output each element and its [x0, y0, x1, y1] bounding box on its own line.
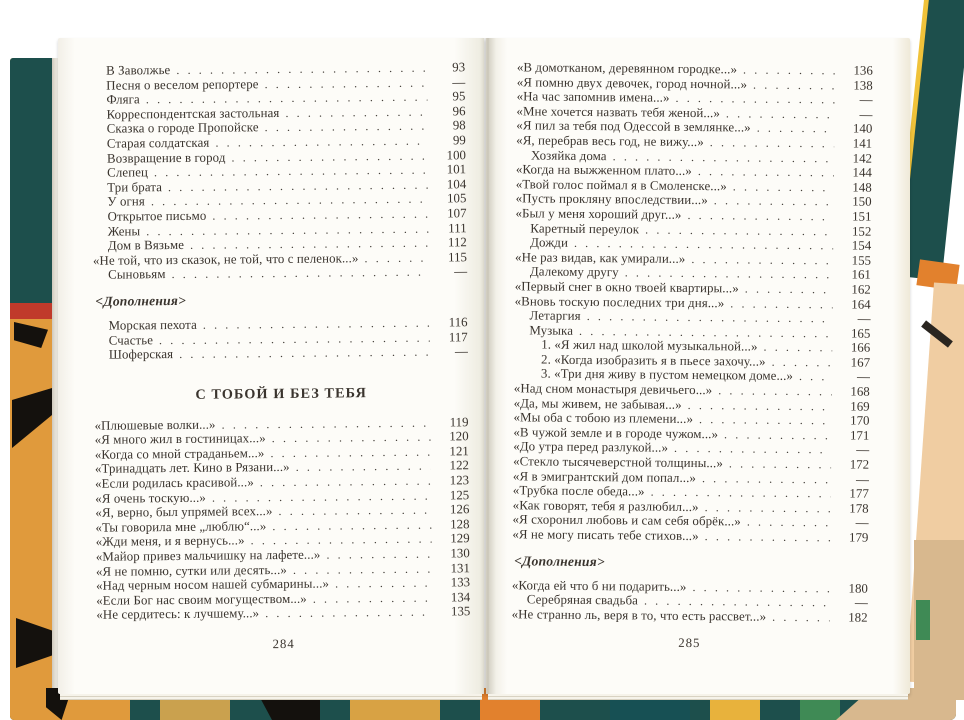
- toc-entry-title: «Мы оба с тобою из племени...»: [513, 410, 694, 427]
- page-ref: 129: [450, 531, 470, 546]
- page-ref: 126: [449, 502, 470, 517]
- additions-header: <Дополнения>: [95, 292, 187, 309]
- toc-entry: [512, 607, 868, 625]
- toc-entry-title: Сыновьям: [108, 267, 166, 282]
- toc-entry-title: «Когда на выжженном плато...»: [515, 162, 692, 179]
- dot-leader: [705, 500, 831, 516]
- toc-entry-title: «Ты говорила мне „люблю“...»: [95, 518, 267, 535]
- cover-pattern-shape: [16, 618, 52, 668]
- toc-entry-title: Дожди: [530, 235, 569, 250]
- page-ref: 170: [850, 413, 870, 428]
- dot-leader: [698, 164, 834, 180]
- page-ref: 148: [852, 180, 872, 195]
- toc-list-section: [94, 415, 470, 623]
- page-ref: 112: [447, 235, 467, 250]
- dot-leader: [757, 121, 835, 136]
- book-cover-right-edge: [904, 0, 964, 700]
- toc-entry-title: «Вновь тоскую последних три дня...»: [514, 293, 725, 310]
- toc-entry-title: «Когда ей что б ни подарить...»: [511, 577, 687, 594]
- page-ref: 165: [850, 326, 871, 341]
- dot-leader: [714, 194, 834, 210]
- toc-entry-title: Песня о веселом репортере: [106, 76, 259, 93]
- toc-entry-title: «Жди меня, и я вернусь...»: [95, 533, 245, 550]
- page-ref: 100: [446, 147, 467, 162]
- page-ref: —: [859, 107, 873, 122]
- dot-leader: [743, 62, 835, 77]
- page-ref: 179: [848, 530, 869, 545]
- page-ref: —: [856, 370, 870, 385]
- toc-entry-title: «Я, перебрав весь год, не вижу...»: [516, 133, 704, 150]
- toc-entry-title: «Майор привез мальчишку на лафете...»: [95, 547, 321, 564]
- toc-entry-title: «Я много жил в гостиницах...»: [94, 431, 266, 448]
- page-ref: 172: [849, 457, 870, 472]
- dot-leader: [260, 474, 431, 490]
- toc-entry-title: Жены: [107, 223, 141, 239]
- toc-entry-title: «Я не могу писать тебе стихов...»: [512, 527, 699, 544]
- dot-leader: [772, 355, 833, 370]
- page-ref: 164: [851, 297, 871, 312]
- toc-entry-title: «Если родилась красивой...»: [95, 475, 254, 491]
- page-ref: 138: [853, 78, 873, 93]
- page-ref: 93: [452, 60, 466, 75]
- toc-entry-title: «Не раз видав, как умирали...»: [514, 250, 686, 266]
- dot-leader: [799, 369, 832, 384]
- toc-entry: [94, 344, 468, 362]
- dot-leader: [753, 77, 835, 92]
- page-ref: 142: [852, 151, 873, 166]
- toc-entry-title: Три брата: [107, 179, 163, 195]
- dot-leader: [272, 430, 431, 446]
- dot-leader: [285, 104, 427, 120]
- dot-leader: [171, 265, 429, 282]
- toc-entry-title: «Если Бог нас своим могуществом...»: [96, 591, 307, 608]
- dot-leader: [278, 503, 431, 519]
- page-ref: 155: [851, 253, 872, 268]
- dot-leader: [364, 250, 429, 265]
- toc-entry-title: «Я, верно, был упрямей всех...»: [95, 504, 273, 521]
- page-ref: 180: [848, 581, 868, 596]
- page-left: [58, 38, 484, 694]
- dot-leader: [675, 91, 834, 107]
- page-ref: 167: [850, 355, 871, 370]
- page-stack-edge: [60, 694, 482, 700]
- dot-leader: [326, 547, 432, 563]
- page-ref: 177: [849, 486, 869, 501]
- dot-leader: [265, 605, 432, 621]
- page-ref: 123: [449, 473, 470, 488]
- page-ref: 171: [849, 428, 870, 443]
- toc-list-additions: [512, 578, 868, 625]
- page-ref: 120: [449, 429, 469, 444]
- dot-leader: [625, 266, 833, 283]
- dot-leader: [692, 580, 830, 596]
- toc-entry-title: Возвращение в город: [106, 150, 226, 166]
- page-ref: 96: [452, 103, 466, 119]
- section-title: С ТОБОЙ И БЕЗ ТЕБЯ: [195, 384, 368, 403]
- page-number-right: 285: [678, 636, 701, 651]
- toc-entry-title: Летаргия: [529, 308, 581, 324]
- page-ref: 117: [448, 329, 468, 344]
- page-ref: 133: [450, 575, 471, 590]
- cover-teal-band: [904, 0, 964, 281]
- toc-entry-title: Слепец: [107, 165, 149, 180]
- toc-entry: [93, 265, 467, 283]
- toc-entry-title: «Не странно ль, веря в то, что есть рассвет...»: [511, 607, 767, 624]
- dot-leader: [702, 471, 831, 487]
- page-number-left: 284: [272, 636, 295, 652]
- open-pages: [58, 38, 910, 694]
- toc-entry-title: «Не сердитесь: к лучшему...»: [96, 606, 260, 623]
- toc-entry-title: «Тринадцать лет. Кино в Рязани...»: [94, 460, 290, 477]
- page-ref: 122: [449, 458, 470, 473]
- toc-entry-title: Корреспондентская застольная: [106, 105, 280, 122]
- page-ref: 128: [450, 517, 470, 532]
- dot-leader: [726, 106, 835, 122]
- toc-list-additions: [94, 315, 468, 362]
- page-ref: 152: [851, 224, 872, 239]
- page-ref: 98: [452, 118, 466, 133]
- page-ref: 140: [852, 121, 873, 137]
- toc-entry-title: «На час запомнив имена...»: [516, 89, 670, 105]
- dot-leader: [613, 149, 835, 166]
- toc-entry-title: 3. «Три дня живу в пустом немецком доме...»: [540, 367, 794, 384]
- page-right: [486, 38, 910, 694]
- dot-leader: [710, 135, 834, 151]
- toc-entry-title: «Твой голос поймал я в Смоленске...»: [515, 177, 727, 194]
- page-ref: 161: [851, 267, 871, 283]
- page-ref: —: [452, 74, 466, 89]
- toc-entry-title: «До утра перед разлукой...»: [513, 439, 669, 456]
- dot-leader: [699, 412, 832, 428]
- page-ref: 125: [449, 487, 470, 503]
- toc-entry-title: «Мне хочется назвать тебя женой...»: [516, 104, 721, 121]
- toc-entry-title: «Я пил за тебя под Одессой в землянке...»: [516, 118, 751, 135]
- dot-leader: [651, 485, 831, 501]
- page-ref: 104: [446, 176, 467, 192]
- dot-leader: [687, 208, 833, 224]
- page-ref: 111: [448, 220, 467, 235]
- dot-leader: [293, 561, 432, 577]
- toc-entry-title: «Первый снег в окно твоей квартиры...»: [514, 279, 739, 296]
- toc-entry-title: «Трубка после обеда...»: [512, 483, 645, 499]
- toc-entry-title: Счастье: [108, 332, 154, 348]
- toc-entry-title: «Да, мы живем, не забывая...»: [513, 395, 682, 412]
- book-cover-left-edge: [10, 58, 60, 698]
- dot-leader: [705, 529, 831, 545]
- toc-entry-title: Музыка: [529, 323, 574, 338]
- page-ref: 141: [852, 136, 873, 151]
- dot-leader: [729, 456, 831, 472]
- toc-entry-title: Серебряная свадьба: [526, 592, 639, 608]
- dot-leader: [574, 236, 833, 253]
- page-ref: 182: [848, 610, 868, 625]
- page-ref: —: [454, 344, 468, 359]
- toc-entry-title: В Заволжье: [106, 63, 171, 78]
- page-ref: 135: [450, 604, 471, 619]
- page-ref: 119: [449, 414, 469, 430]
- page-ref: 99: [452, 133, 466, 148]
- dot-leader: [579, 324, 832, 341]
- page-ref: —: [855, 472, 870, 487]
- toc-entry: [96, 605, 470, 623]
- cover-pattern-shape: [12, 388, 52, 448]
- dot-leader: [688, 398, 832, 414]
- toc-entry-title: «Стекло тысячеверстной толщины...»: [513, 454, 723, 471]
- page-ref: 162: [851, 282, 871, 297]
- toc-entry-title: «Как говорят, тебя я разлюбил...»: [512, 498, 699, 514]
- toc-entry-title: «Я схоронил любовь и сам себя обрёк...»: [512, 512, 741, 529]
- page-ref: 136: [853, 63, 873, 78]
- page-ref: 151: [852, 209, 872, 224]
- page-ref: 178: [849, 501, 869, 516]
- toc-entry-title: Шоферская: [108, 347, 174, 362]
- page-ref: 144: [852, 165, 872, 180]
- page-ref: 115: [448, 249, 467, 265]
- toc-entry-title: «Плюшевые волки...»: [94, 417, 216, 433]
- toc-list-main: [512, 60, 873, 545]
- page-ref: —: [856, 443, 870, 458]
- dot-leader: [764, 340, 833, 355]
- toc-entry-title: «Когда со мной страданьем...»: [94, 446, 265, 462]
- toc-entry-title: «В чужой земле и в городе чужом...»: [513, 425, 719, 442]
- dot-leader: [730, 296, 832, 312]
- page-ref: 116: [448, 315, 468, 330]
- toc-entry-title: «Я помню двух девочек, город ночной...»: [516, 74, 748, 92]
- page-ref: 107: [447, 206, 467, 221]
- toc-entry-title: 1. «Я жил над школой музыкальной...»: [541, 337, 758, 354]
- toc-entry-title: Старая солдатская: [106, 135, 210, 151]
- page-stack-edge: [488, 694, 908, 700]
- toc-entry-title: Сказка о городе Пропойске: [106, 120, 259, 137]
- page-ref: 168: [850, 384, 870, 399]
- page-ref: 166: [850, 340, 871, 355]
- page-ref: 154: [851, 238, 872, 253]
- dot-leader: [644, 594, 830, 610]
- dot-leader: [747, 515, 831, 530]
- toc-entry-title: «Не той, что из сказок, не той, что с пеленок...»: [92, 250, 359, 268]
- toc-entry-title: Каретный переулок: [530, 220, 640, 237]
- cover-green-patch: [916, 600, 930, 640]
- dot-leader: [718, 383, 832, 399]
- toc-entry-title: «Был у меня хороший друг...»: [515, 206, 682, 222]
- page-ref: —: [454, 264, 468, 279]
- page-ref: —: [855, 515, 869, 531]
- dot-leader: [272, 517, 431, 533]
- toc-entry-title: «Пусть прокляну впоследствии...»: [515, 191, 708, 208]
- page-ref: 131: [450, 560, 470, 576]
- toc-entry-title: Открытое письмо: [107, 208, 207, 224]
- dot-leader: [264, 75, 427, 91]
- toc-entry-title: 2. «Когда изобразить я в пьесе захочу...»: [541, 352, 766, 369]
- dot-leader: [691, 252, 833, 268]
- toc-entry-title: Фляга: [106, 92, 140, 107]
- page-ref: 134: [450, 590, 471, 605]
- toc-entry-title: «Я очень тоскую...»: [95, 490, 206, 506]
- toc-entry-title: У огня: [107, 194, 145, 210]
- page-ref: —: [859, 92, 873, 107]
- page-ref: 121: [449, 444, 469, 459]
- toc-entry-title: «Над сном монастыря девичьего...»: [513, 381, 713, 398]
- toc-entry-title: Далекому другу: [529, 264, 619, 280]
- page-ref: 101: [446, 162, 467, 177]
- toc-entry-title: «В домотканом, деревянном городке...»: [516, 60, 738, 77]
- page-ref: —: [857, 311, 871, 326]
- dot-leader: [724, 427, 831, 443]
- toc-entry-title: «Я не помню, сутки или десять...»: [95, 562, 287, 579]
- dot-leader: [313, 590, 433, 606]
- page-ref: 169: [850, 399, 870, 414]
- toc-entry: [512, 527, 868, 545]
- dot-leader: [733, 179, 834, 195]
- dot-leader: [674, 441, 831, 457]
- page-ref: 150: [852, 194, 872, 210]
- toc-entry-title: Дом в Вязьме: [107, 238, 185, 253]
- toc-list-main: [91, 60, 467, 282]
- page-ref: 105: [446, 191, 467, 206]
- dot-leader: [745, 281, 833, 296]
- dot-leader: [265, 119, 428, 135]
- page-ref: 130: [450, 546, 470, 561]
- dot-leader: [270, 444, 430, 460]
- page-ref: —: [854, 595, 868, 610]
- dot-leader: [772, 610, 830, 625]
- dot-leader: [335, 576, 432, 592]
- toc-entry-title: «Я в эмигрантский дом попал...»: [512, 468, 697, 485]
- dot-leader: [179, 345, 430, 362]
- toc-entry-title: «Над черным носом нашей субмарины...»: [96, 576, 330, 594]
- toc-entry-title: Хозяйка дома: [530, 148, 607, 163]
- additions-header: <Дополнения>: [514, 552, 605, 569]
- page-ref: 95: [452, 89, 466, 104]
- dot-leader: [296, 459, 431, 475]
- cover-pattern-shape: [14, 322, 48, 348]
- toc-entry-title: Морская пехота: [108, 317, 197, 333]
